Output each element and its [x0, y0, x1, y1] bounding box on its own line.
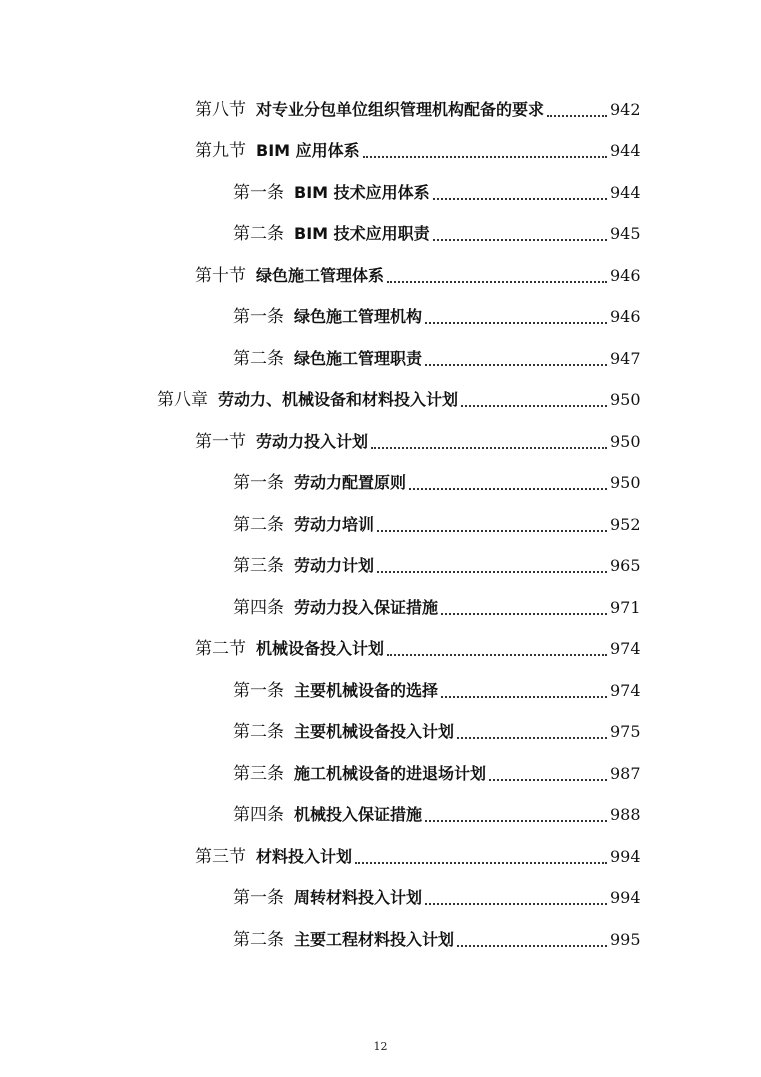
toc-entry-page-number: 946: [610, 307, 641, 327]
toc-entry-title: 劳动力、机械设备和材料投入计划: [218, 390, 459, 410]
toc-dot-leader: [441, 613, 607, 615]
toc-entry-label: 第一条: [233, 680, 284, 701]
toc-dot-leader: [547, 115, 607, 117]
toc-entry-page-number: 988: [610, 805, 641, 825]
toc-entry[interactable]: [0, 89, 761, 131]
toc-entry-page-number: 994: [610, 888, 641, 908]
toc-dot-leader: [425, 364, 607, 366]
toc-entry[interactable]: [0, 753, 761, 795]
toc-entry-title: 绿色施工管理体系: [256, 265, 385, 285]
toc-entry[interactable]: [0, 504, 761, 546]
toc-entry-page-number: 945: [610, 224, 641, 244]
toc-entry-title: 绿色施工管理职责: [294, 348, 423, 368]
toc-entry-page-number: 950: [610, 431, 641, 451]
toc-entry-title: 绿色施工管理机构: [294, 307, 423, 327]
toc-entry-title: 劳动力投入计划: [256, 431, 369, 451]
toc-entry-page-number: 987: [610, 763, 641, 783]
toc-entry-title: 对专业分包单位组织管理机构配备的要求: [256, 99, 545, 119]
toc-entry[interactable]: [0, 712, 761, 754]
toc-entry[interactable]: [0, 670, 761, 712]
toc-entry-label: 第一条: [233, 182, 284, 203]
toc-entry-page-number: 994: [610, 846, 641, 866]
toc-entry-label: 第九节: [195, 141, 246, 162]
toc-entry-page-number: 974: [610, 680, 641, 700]
toc-entry[interactable]: [0, 421, 761, 463]
toc-dot-leader: [457, 945, 607, 947]
toc-entry-title: 机械投入保证措施: [294, 805, 423, 825]
toc-entry-label: 第四条: [233, 805, 284, 826]
toc-entry-page-number: 947: [610, 348, 641, 368]
toc-entry-title: 劳动力培训: [294, 514, 375, 534]
toc-entry-page-number: 950: [610, 473, 641, 493]
toc-entry[interactable]: [0, 878, 761, 920]
toc-entry-page-number: 944: [610, 141, 641, 161]
toc-entry-label: 第一条: [233, 307, 284, 328]
toc-entry-title: 周转材料投入计划: [294, 888, 423, 908]
toc-entry[interactable]: [0, 255, 761, 297]
toc-entry-title: 机械设备投入计划: [256, 639, 385, 659]
toc-entry-label: 第一条: [233, 473, 284, 494]
toc-dot-leader: [433, 198, 607, 200]
toc-dot-leader: [377, 571, 607, 573]
toc-dot-leader: [425, 820, 607, 822]
toc-entry-label: 第二条: [233, 514, 284, 535]
toc-entry-title: BIM 技术应用职责: [294, 224, 430, 244]
toc-dot-leader: [371, 447, 607, 449]
toc-entry[interactable]: [0, 172, 761, 214]
toc-dot-leader: [363, 156, 607, 158]
toc-entry-title: 劳动力投入保证措施: [294, 597, 439, 617]
toc-dot-leader: [377, 530, 607, 532]
toc-entry-page-number: 944: [610, 182, 641, 202]
toc-entry-title: 主要机械设备的选择: [294, 680, 439, 700]
toc-entry-label: 第四条: [233, 597, 284, 618]
toc-dot-leader: [489, 779, 607, 781]
toc-entry-page-number: 975: [610, 722, 641, 742]
toc-entry-label: 第二条: [233, 348, 284, 369]
toc-entry[interactable]: [0, 131, 761, 173]
toc-entry-page-number: 974: [610, 639, 641, 659]
toc-entry-title: BIM 应用体系: [256, 141, 360, 161]
toc-entry-label: 第八章: [157, 390, 208, 411]
toc-entry[interactable]: [0, 919, 761, 961]
toc-entry-label: 第二条: [233, 929, 284, 950]
toc-dot-leader: [457, 737, 607, 739]
toc-dot-leader: [409, 488, 607, 490]
page-number: 12: [373, 1040, 388, 1053]
toc-entry[interactable]: [0, 380, 761, 422]
toc-entry[interactable]: [0, 629, 761, 671]
toc-entry-title: 主要工程材料投入计划: [294, 929, 455, 949]
toc-entry-page-number: 946: [610, 265, 641, 285]
toc-entry-label: 第三条: [233, 763, 284, 784]
toc-entry-title: BIM 技术应用体系: [294, 182, 430, 202]
toc-entry[interactable]: [0, 463, 761, 505]
toc-dot-leader: [387, 654, 607, 656]
toc-entry-title: 劳动力配置原则: [294, 473, 407, 493]
toc-entry[interactable]: [0, 587, 761, 629]
toc-dot-leader: [387, 281, 607, 283]
toc-entry-page-number: 971: [610, 597, 641, 617]
toc-entry-page-number: 995: [610, 929, 641, 949]
toc-entry-label: 第十节: [195, 265, 246, 286]
toc-entry-title: 主要机械设备投入计划: [294, 722, 455, 742]
toc-entry[interactable]: [0, 214, 761, 256]
table-of-contents: [0, 89, 761, 961]
toc-entry-title: 材料投入计划: [256, 846, 353, 866]
toc-dot-leader: [425, 903, 607, 905]
toc-entry-label: 第二节: [195, 639, 246, 660]
toc-entry-page-number: 942: [610, 99, 641, 119]
toc-entry-label: 第二条: [233, 224, 284, 245]
toc-entry-page-number: 965: [610, 556, 641, 576]
toc-entry[interactable]: [0, 338, 761, 380]
toc-dot-leader: [355, 862, 607, 864]
toc-entry-label: 第一条: [233, 888, 284, 909]
toc-entry-title: 施工机械设备的进退场计划: [294, 763, 487, 783]
toc-dot-leader: [425, 322, 607, 324]
toc-entry-label: 第二条: [233, 722, 284, 743]
toc-entry-label: 第三条: [233, 556, 284, 577]
toc-entry-title: 劳动力计划: [294, 556, 375, 576]
toc-dot-leader: [461, 405, 607, 407]
toc-entry-label: 第一节: [195, 431, 246, 452]
toc-entry-label: 第三节: [195, 846, 246, 867]
toc-dot-leader: [441, 696, 607, 698]
toc-entry[interactable]: [0, 546, 761, 588]
toc-entry-label: 第八节: [195, 99, 246, 120]
toc-entry-page-number: 950: [610, 390, 641, 410]
toc-entry[interactable]: [0, 836, 761, 878]
toc-dot-leader: [433, 239, 607, 241]
toc-entry[interactable]: [0, 297, 761, 339]
toc-entry[interactable]: [0, 795, 761, 837]
toc-entry-page-number: 952: [610, 514, 641, 534]
